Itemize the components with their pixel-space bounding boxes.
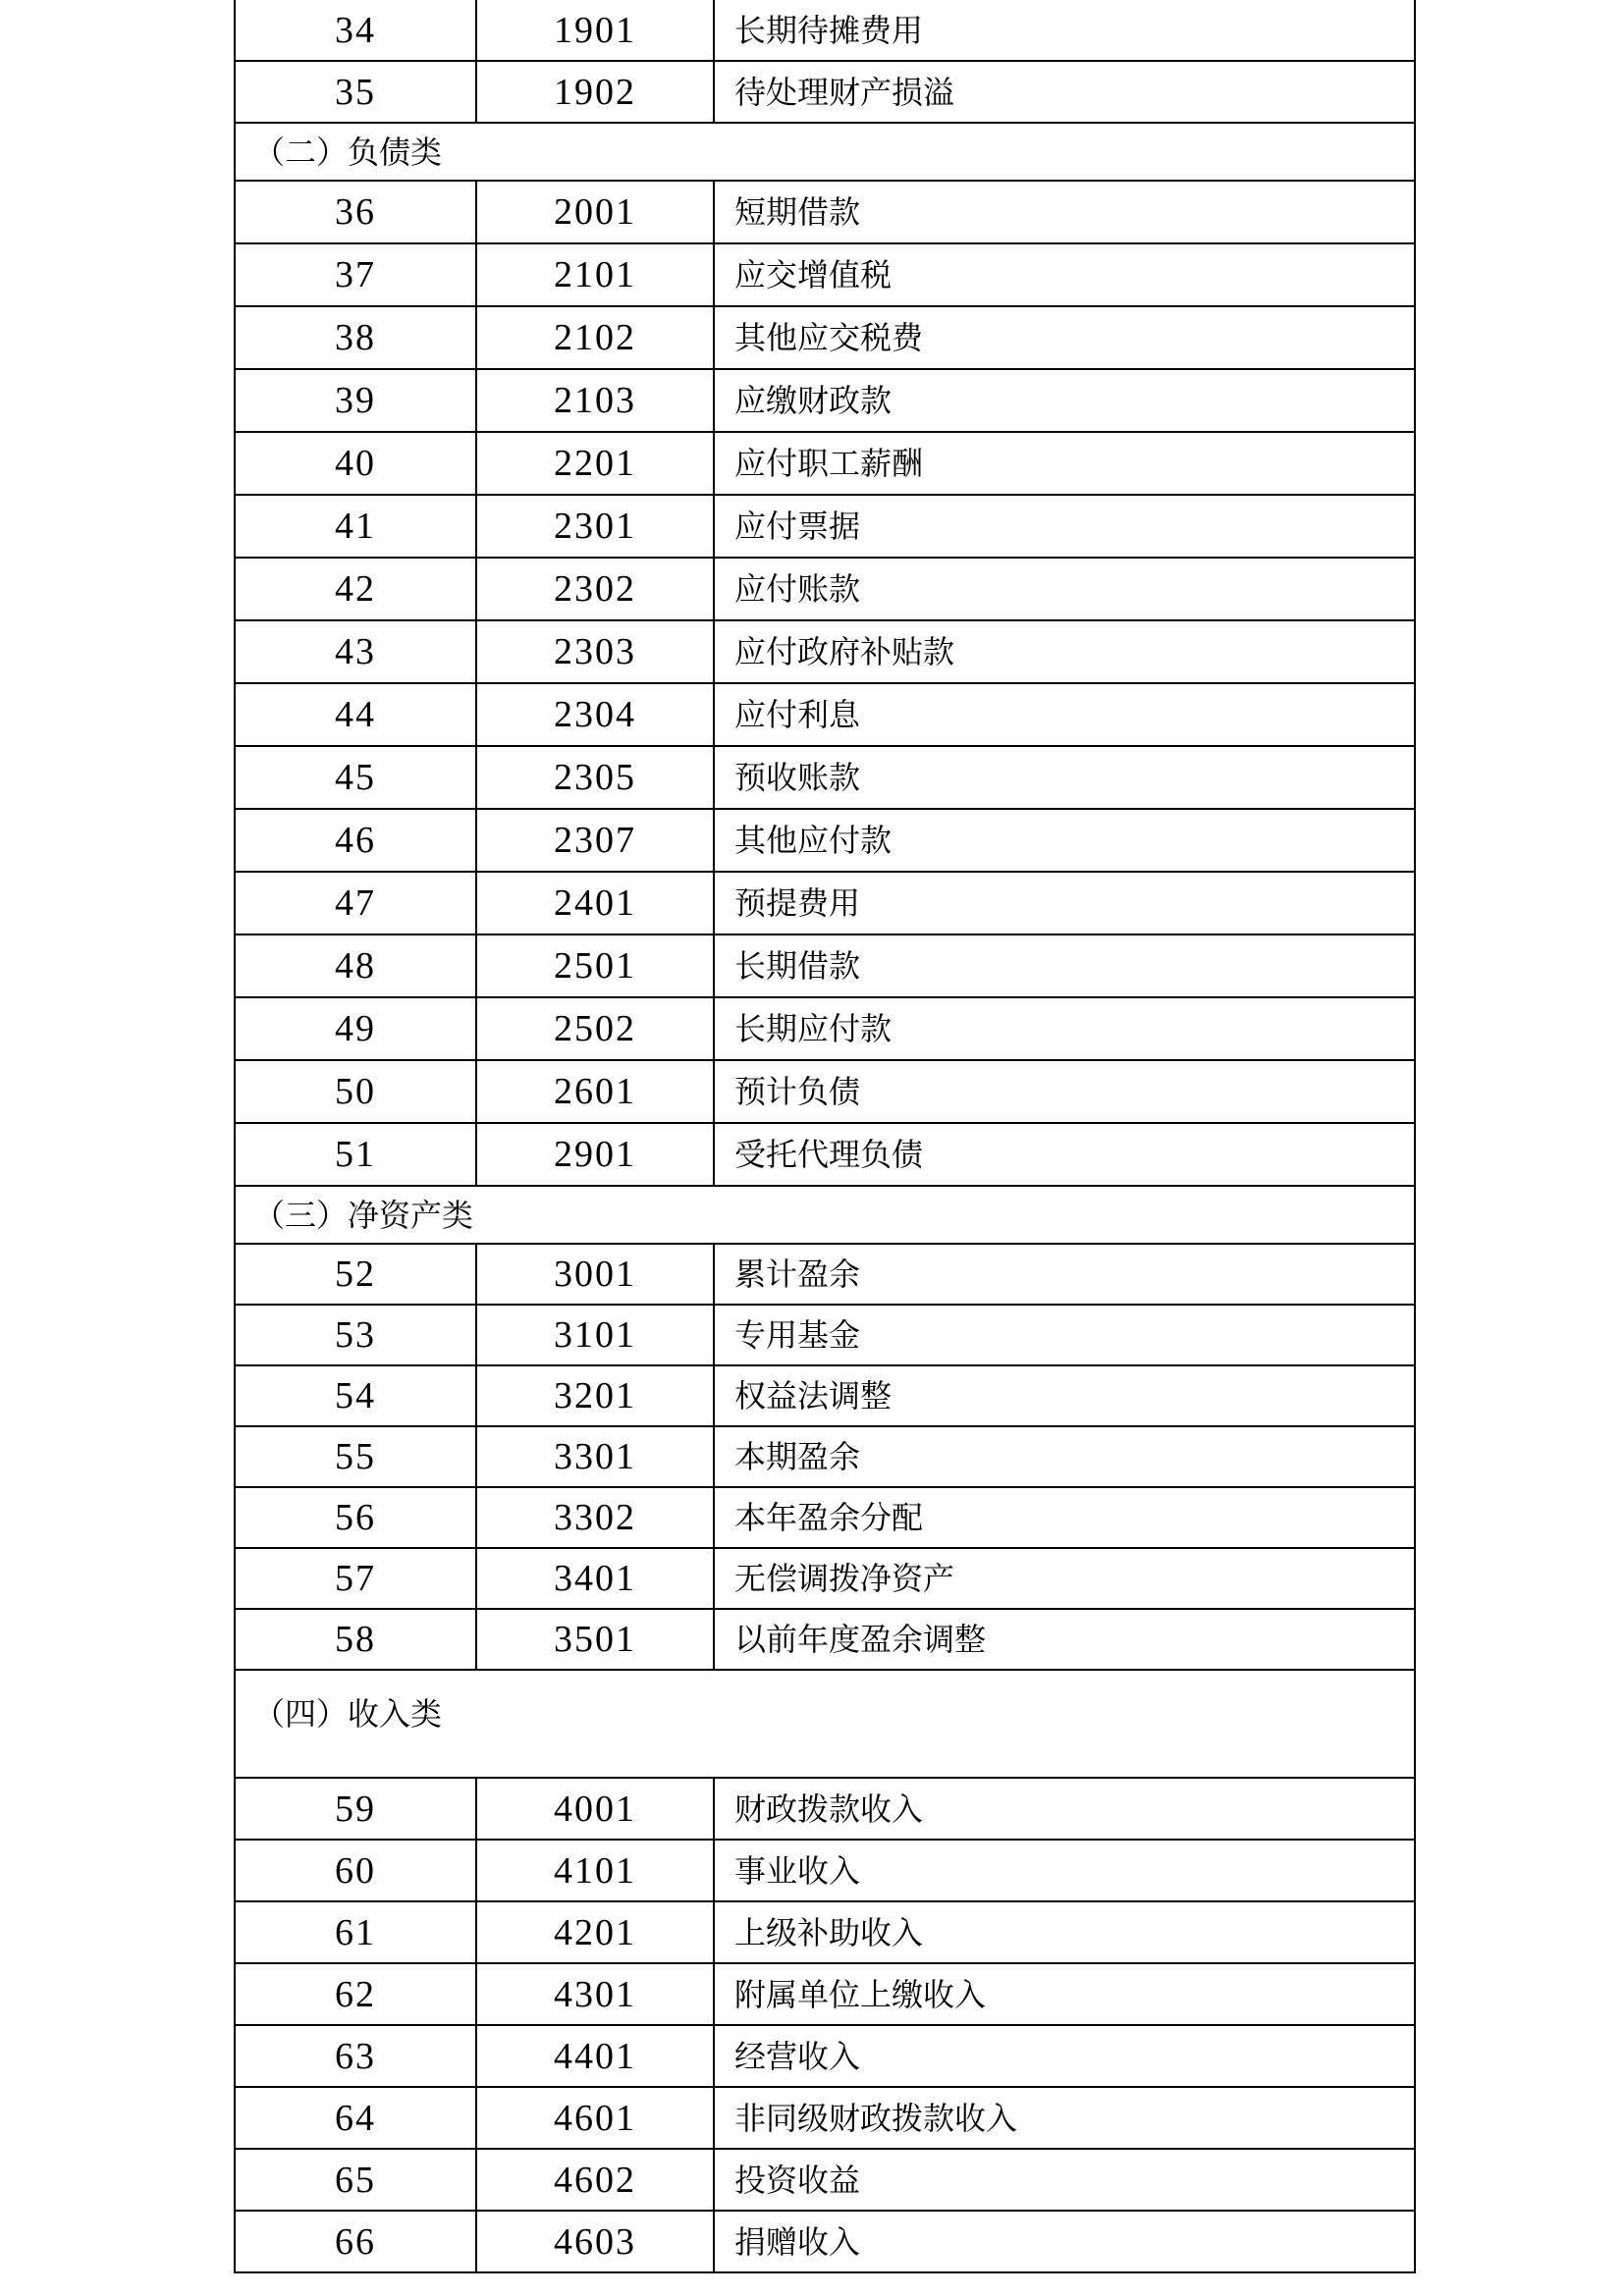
table-row — [236, 2088, 1414, 2150]
name-cell: 应缴财政款 — [713, 370, 1414, 431]
name-cell: 应付票据 — [713, 496, 1414, 557]
seq-cell: 53 — [335, 1314, 376, 1356]
table-row — [236, 1306, 1414, 1366]
name-cell: 上级补助收入 — [713, 1902, 1414, 1962]
code-cell: 2201 — [475, 433, 713, 494]
table-row — [236, 935, 1414, 998]
code-cell: 2301 — [475, 496, 713, 557]
table-row — [236, 0, 1414, 62]
code-cell: 3301 — [475, 1427, 713, 1486]
code-cell: 1901 — [475, 0, 713, 60]
code-cell: 2305 — [475, 747, 713, 808]
name-cell: 预计负债 — [713, 1061, 1414, 1122]
seq-cell: 37 — [335, 254, 376, 295]
name-cell: 本期盈余 — [713, 1427, 1414, 1486]
account-table — [234, 0, 1416, 2273]
seq-cell: 36 — [335, 191, 376, 233]
code-cell: 2401 — [475, 873, 713, 934]
seq-cell: 50 — [335, 1071, 376, 1112]
table-row — [236, 1245, 1414, 1306]
seq-cell: 52 — [335, 1254, 376, 1295]
name-cell: 附属单位上缴收入 — [713, 1964, 1414, 2024]
section-row — [236, 1671, 1414, 1779]
name-cell: 累计盈余 — [713, 1245, 1414, 1304]
table-row — [236, 2150, 1414, 2212]
seq-cell: 39 — [335, 380, 376, 421]
name-cell: 无偿调拨净资产 — [713, 1549, 1414, 1608]
name-cell: 财政拨款收入 — [713, 1779, 1414, 1839]
table-row — [236, 182, 1414, 244]
code-cell: 1902 — [475, 62, 713, 122]
name-cell: 受托代理负债 — [713, 1124, 1414, 1185]
seq-cell: 49 — [335, 1008, 376, 1049]
table-row — [236, 810, 1414, 873]
code-cell: 3101 — [475, 1306, 713, 1364]
name-cell: 预提费用 — [713, 873, 1414, 934]
seq-cell: 46 — [335, 820, 376, 861]
code-cell: 2502 — [475, 998, 713, 1059]
table-row — [236, 621, 1414, 684]
name-cell: 专用基金 — [713, 1306, 1414, 1364]
code-cell: 3302 — [475, 1488, 713, 1547]
section-row — [236, 1187, 1414, 1245]
code-cell: 2501 — [475, 935, 713, 996]
seq-cell: 54 — [335, 1375, 376, 1416]
table-row — [236, 1779, 1414, 1841]
seq-cell: 34 — [335, 9, 376, 51]
name-cell: 短期借款 — [713, 182, 1414, 242]
code-cell: 4101 — [475, 1841, 713, 1900]
code-cell: 2102 — [475, 307, 713, 368]
seq-cell: 66 — [335, 2220, 376, 2263]
name-cell: 事业收入 — [713, 1841, 1414, 1900]
seq-cell: 48 — [335, 945, 376, 987]
seq-cell: 60 — [335, 1849, 376, 1892]
seq-cell: 45 — [335, 757, 376, 798]
table-row — [236, 873, 1414, 935]
table-row — [236, 559, 1414, 621]
table-row — [236, 1549, 1414, 1610]
seq-cell: 47 — [335, 882, 376, 924]
code-cell: 4601 — [475, 2088, 713, 2148]
table-row — [236, 1366, 1414, 1427]
seq-cell: 42 — [335, 568, 376, 610]
seq-cell: 38 — [335, 317, 376, 358]
name-cell: 预收账款 — [713, 747, 1414, 808]
table-row — [236, 62, 1414, 124]
name-cell: 应交增值税 — [713, 244, 1414, 305]
code-cell: 4301 — [475, 1964, 713, 2024]
code-cell: 2601 — [475, 1061, 713, 1122]
name-cell: 长期应付款 — [713, 998, 1414, 1059]
code-cell: 4001 — [475, 1779, 713, 1839]
code-cell: 2001 — [475, 182, 713, 242]
name-cell: 权益法调整 — [713, 1366, 1414, 1425]
code-cell: 4401 — [475, 2026, 713, 2086]
code-cell: 2302 — [475, 559, 713, 619]
seq-cell: 64 — [335, 2097, 376, 2139]
seq-cell: 44 — [335, 694, 376, 735]
table-row — [236, 370, 1414, 433]
code-cell: 2307 — [475, 810, 713, 871]
table-row — [236, 747, 1414, 810]
table-row — [236, 684, 1414, 747]
table-row — [236, 2026, 1414, 2088]
name-cell: 待处理财产损溢 — [713, 62, 1414, 122]
name-cell: 其他应付款 — [713, 810, 1414, 871]
table-row — [236, 1427, 1414, 1488]
name-cell: 其他应交税费 — [713, 307, 1414, 368]
table-row — [236, 1061, 1414, 1124]
table-row — [236, 2212, 1414, 2273]
code-cell: 3401 — [475, 1549, 713, 1608]
name-cell: 投资收益 — [713, 2150, 1414, 2210]
seq-cell: 59 — [335, 1788, 376, 1830]
seq-cell: 40 — [335, 443, 376, 484]
section-label: （三）净资产类 — [253, 1197, 474, 1233]
name-cell: 应付账款 — [713, 559, 1414, 619]
seq-cell: 43 — [335, 631, 376, 672]
seq-cell: 57 — [335, 1558, 376, 1599]
code-cell: 2304 — [475, 684, 713, 745]
name-cell: 非同级财政拨款收入 — [713, 2088, 1414, 2148]
code-cell: 4602 — [475, 2150, 713, 2210]
table-row — [236, 1902, 1414, 1964]
name-cell: 经营收入 — [713, 2026, 1414, 2086]
code-cell: 2901 — [475, 1124, 713, 1185]
name-cell: 应付职工薪酬 — [713, 433, 1414, 494]
name-cell: 应付政府补贴款 — [713, 621, 1414, 682]
seq-cell: 65 — [335, 2159, 376, 2201]
code-cell: 2103 — [475, 370, 713, 431]
name-cell: 以前年度盈余调整 — [713, 1610, 1414, 1669]
table-row — [236, 307, 1414, 370]
seq-cell: 41 — [335, 506, 376, 547]
code-cell: 2303 — [475, 621, 713, 682]
section-label: （四）收入类 — [253, 1696, 443, 1732]
code-cell: 4603 — [475, 2212, 713, 2271]
name-cell: 应付利息 — [713, 684, 1414, 745]
code-cell: 2101 — [475, 244, 713, 305]
seq-cell: 63 — [335, 2035, 376, 2077]
seq-cell: 56 — [335, 1497, 376, 1538]
table-row — [236, 433, 1414, 496]
seq-cell: 55 — [335, 1436, 376, 1477]
name-cell: 本年盈余分配 — [713, 1488, 1414, 1547]
seq-cell: 51 — [335, 1134, 376, 1175]
code-cell: 3501 — [475, 1610, 713, 1669]
section-row — [236, 124, 1414, 182]
section-label: （二）负债类 — [253, 133, 443, 170]
code-cell: 4201 — [475, 1902, 713, 1962]
name-cell: 长期待摊费用 — [713, 0, 1414, 60]
code-cell: 3201 — [475, 1366, 713, 1425]
seq-cell: 61 — [335, 1911, 376, 1953]
table-row — [236, 1124, 1414, 1187]
table-row — [236, 244, 1414, 307]
name-cell: 长期借款 — [713, 935, 1414, 996]
table-row — [236, 496, 1414, 559]
name-cell: 捐赠收入 — [713, 2212, 1414, 2271]
table-row — [236, 1841, 1414, 1902]
table-row — [236, 1964, 1414, 2026]
seq-cell: 62 — [335, 1973, 376, 2015]
seq-cell: 35 — [335, 71, 376, 113]
seq-cell: 58 — [335, 1619, 376, 1660]
table-row — [236, 998, 1414, 1061]
table-row — [236, 1488, 1414, 1549]
table-row — [236, 1610, 1414, 1671]
code-cell: 3001 — [475, 1245, 713, 1304]
